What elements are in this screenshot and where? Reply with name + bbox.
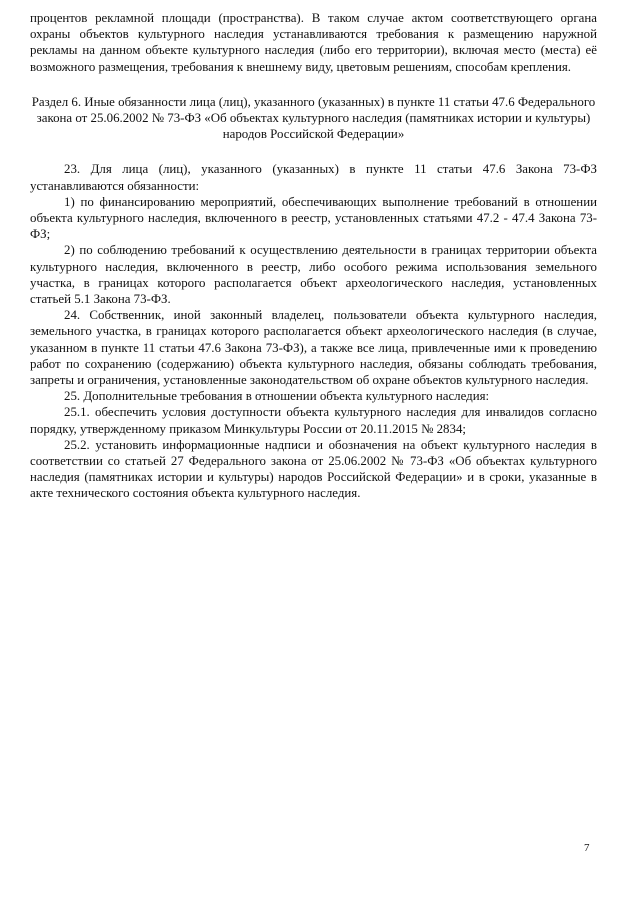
intro-paragraph: процентов рекламной площади (пространства). В таком случае актом соответствующего органа охраны объектов культурного наследия устанавливаются требования к размещению наружной рекламы на данном объекте культурного наследия (либо его территории), включая место (места) её возможного размещения, требования к внешнему виду, цветовым решениям, способам крепления. xyxy=(30,11,597,74)
document-page xyxy=(30,10,597,502)
paragraph-25: 25. Дополнительные требования в отношении объекта культурного наследия: xyxy=(64,389,490,404)
section-title: Раздел 6. Иные обязанности лица (лиц), указанного (указанных) в пункте 11 статьи 47.6 Федерального закона от 25.06.2002 № 73-ФЗ «Об объектах культурного наследия (памятниках истории и культуры) народов Российской Федерации» xyxy=(31,94,596,142)
paragraph-23-item-1: 1) по финансированию мероприятий, обеспечивающих выполнение требований в отношении объекта культурного наследия, включенного в реестр, установленных статьями 47.2 - 47.4 Закона 73-ФЗ; xyxy=(30,194,597,242)
page-number: 7 xyxy=(584,842,590,854)
paragraph-25-2: 25.2. установить информационные надписи и обозначения на объект культурного наследия в соответствии со статьей 27 Федерального закона от 25.06.2002 № 73-ФЗ «Об объектах культурного наследия (памятниках истории и культуры) народов Российской Федерации» и в сроки, указанные в акте технического состояния объекта культурного наследия. xyxy=(30,437,597,501)
paragraph-23: 23. Для лица (лиц), указанного (указанных) в пункте 11 статьи 47.6 Закона 73-ФЗ устанавливаются обязанности: xyxy=(30,162,597,193)
paragraph-25-1: 25.1. обеспечить условия доступности объекта культурного наследия для инвалидов согласно порядку, утвержденному приказом Минкультуры России от 20.11.2015 № 2834; xyxy=(30,405,597,436)
paragraph-24: 24. Собственник, иной законный владелец, пользователи объекта культурного наследия, земельного участка, в границах которого располагается объект археологического наследия (в случае, указанном в пункте 11 статьи 47.6 Закона 73-ФЗ), а также все лица, привлеченные ими к проведению работ по сохранению (содержанию) объекта культурного наследия, обязаны соблюдать требования, запреты и ограничения, установленные законодательством об охране объектов культурного наследия. xyxy=(30,308,597,388)
paragraph-23-item-2: 2) по соблюдению требований к осуществлению деятельности в границах территории объекта культурного наследия, включенного в реестр, либо особого режима использования земельного участка, в границах которого располагается объект археологического наследия, установленных статьей 5.1 Закона 73-ФЗ. xyxy=(30,243,597,307)
